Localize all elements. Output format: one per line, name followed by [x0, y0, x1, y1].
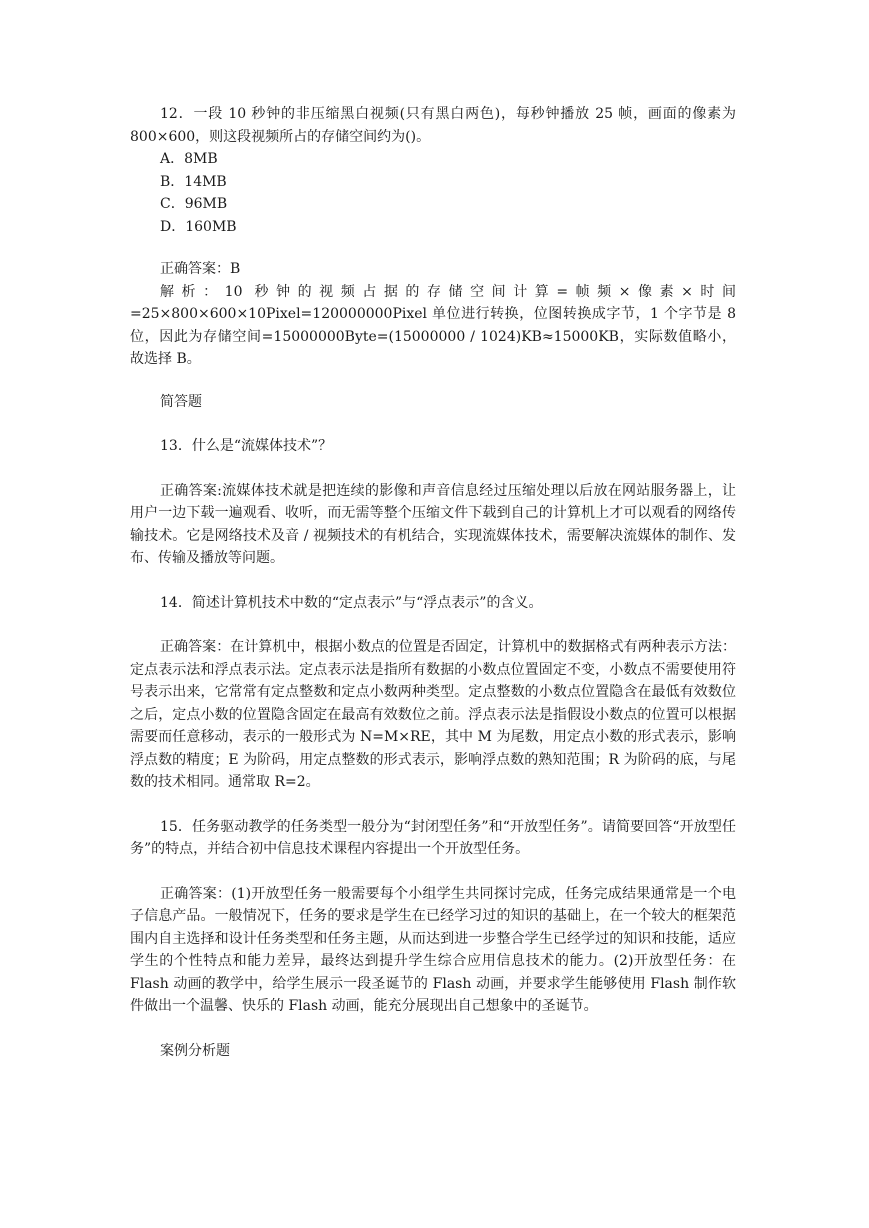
question-12-stem: 12．一段 10 秒钟的非压缩黑白视频(只有黑白两色)，每秒钟播放 25 帧，画面的像素为 800×600，则这段视频所占的存储空间约为()。	[130, 106, 736, 145]
question-13-stem: 13．什么是“流媒体技术”？	[160, 438, 333, 454]
question-12-analysis: 解析：10 秒钟的视频占据的存储空间计算=帧频×像素×时间=25×800×600×10Pixel=120000000Pixel 单位进行转换，位图转换成字节，1 个字节是 8 位，因此为存储空间=15000000Byte=(15000000 / 1024)KB≈15000KB，实际数值略小，故选择 B。	[130, 283, 736, 367]
question-12-option-c: C．96MB	[160, 196, 228, 212]
question-12-option-d: D．160MB	[160, 218, 237, 235]
question-14-answer: 正确答案：在计算机中，根据小数点的位置是否固定，计算机中的数据格式有两种表示方法：定点表示法和浮点表示法。定点表示法是指所有数据的小数点位置固定不变，小数点不需要使用符号表示出来，它常常有定点整数和定点小数两种类型。定点整数的小数点位置隐含在最低有效数位之后，定点小数的位置隐含固定在最高有效数位之前。浮点表示法是指假设小数点的位置可以根据需要而任意移动，表示的一般形式为 N=M×RE，其中 M 为尾数，用定点小数的形式表示，影响浮点数的精度；E 为阶码，用定点整数的形式表示，影响浮点数的熟知范围；R 为阶码的底，与尾数的技术相同。通常取 R=2。	[130, 639, 736, 790]
section-heading-short-answer: 简答题	[160, 393, 202, 410]
question-12-option-a: A．8MB	[160, 151, 218, 167]
question-14-stem: 14．简述计算机技术中数的“定点表示”与“浮点表示”的含义。	[160, 594, 543, 611]
document-body	[130, 103, 736, 1062]
question-12-answer: 正确答案：B	[160, 261, 241, 277]
question-15-answer: 正确答案：(1)开放型任务一般需要每个小组学生共同探讨完成，任务完成结果通常是一个电子信息产品。一般情况下，任务的要求是学生在已经学习过的知识的基础上，在一个较大的框架范围内自主选择和设计任务类型和任务主题，从而达到进一步整合学生已经学过的知识和技能，适应学生的个性特点和能力差异，最终达到提升学生综合应用信息技术的能力。(2)开放型任务：在 Flash 动画的教学中，给学生展示一段圣诞节的 Flash 动画，并要求学生能够使用 Flash 制作软件做出一个温馨、快乐的 Flash 动画，能充分展现出自己想象中的圣诞节。	[130, 885, 736, 1014]
question-15-stem: 15．任务驱动教学的任务类型一般分为“封闭型任务”和“开放型任务”。请简要回答“开放型任务”的特点，并结合初中信息技术课程内容提出一个开放型任务。	[130, 818, 736, 857]
question-12-option-b: B．14MB	[160, 173, 227, 190]
question-13-answer: 正确答案:流媒体技术就是把连续的影像和声音信息经过压缩处理以后放在网站服务器上，让用户一边下载一遍观看、收听，而无需等整个压缩文件下载到自己的计算机上才可以观看的网络传输技术。它是网络技术及音 / 视频技术的有机结合，实现流媒体技术，需要解决流媒体的制作、发布、传输及播放等问题。	[130, 482, 736, 566]
section-heading-case-analysis: 案例分析题	[160, 1042, 230, 1059]
